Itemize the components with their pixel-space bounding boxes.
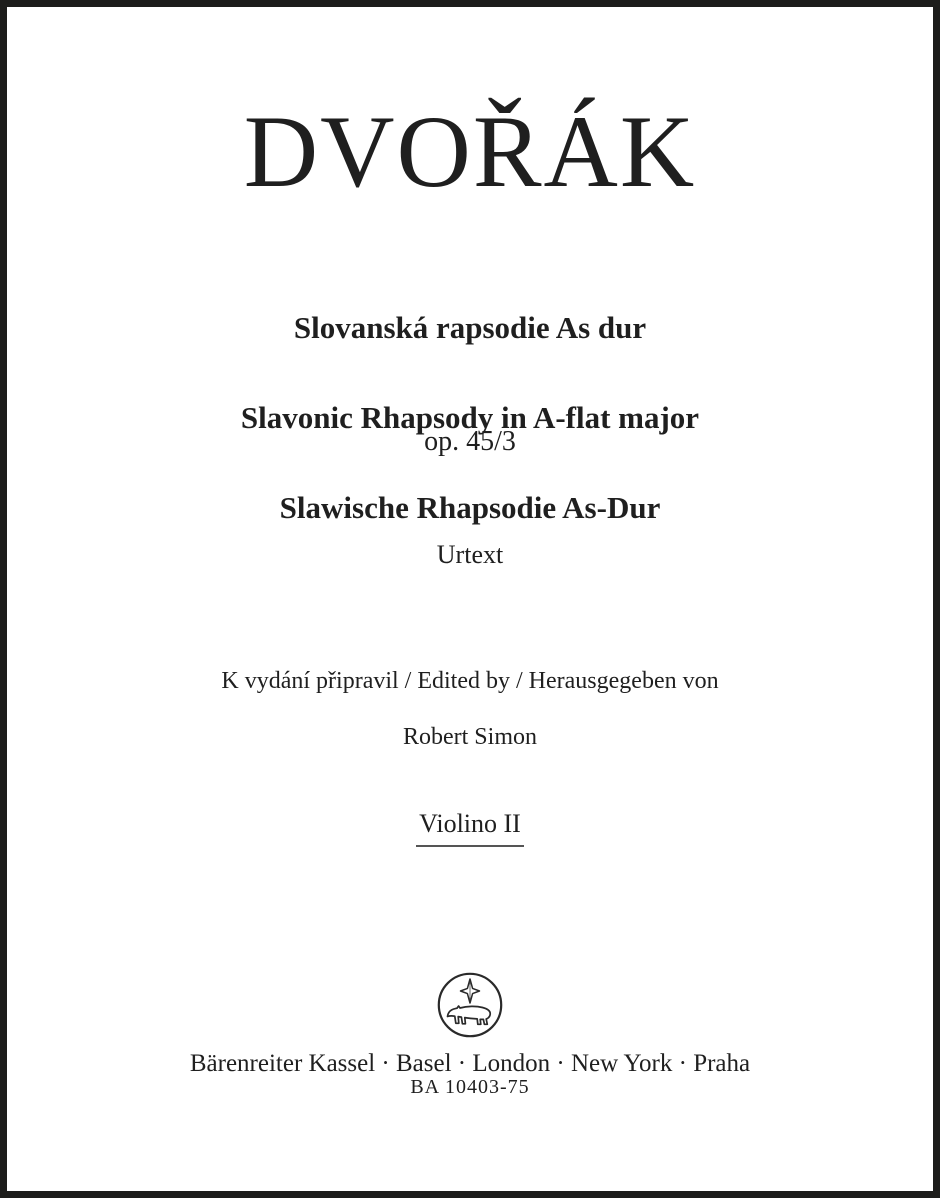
catalog-number: BA 10403-75 bbox=[410, 1076, 530, 1098]
part-label-row bbox=[7, 773, 933, 847]
bear-icon bbox=[448, 1006, 491, 1024]
publisher-emblem bbox=[435, 970, 505, 1040]
composer-name: DVOŘÁK bbox=[243, 95, 697, 209]
opus-number: op. 45/3 bbox=[424, 426, 516, 457]
publisher-imprint: Bärenreiter Kassel · Basel · London · New York · Praha bbox=[189, 1050, 751, 1077]
editor-name: Robert Simon bbox=[402, 724, 537, 750]
work-title-czech: Slovanská rapsodie As dur bbox=[293, 310, 647, 345]
star-icon bbox=[461, 979, 480, 1003]
urtext-label: Urtext bbox=[436, 540, 504, 569]
work-title-english: Slavonic Rhapsody in A-flat major bbox=[240, 400, 700, 435]
editor-credit-line: K vydání připravil / Edited by / Herausgegeben von bbox=[221, 668, 719, 694]
editor-block bbox=[7, 639, 933, 779]
work-title-german: Slawische Rhapsodie As-Dur bbox=[279, 490, 661, 525]
part-label: Violino II bbox=[416, 807, 524, 847]
work-title-block bbox=[7, 260, 933, 575]
